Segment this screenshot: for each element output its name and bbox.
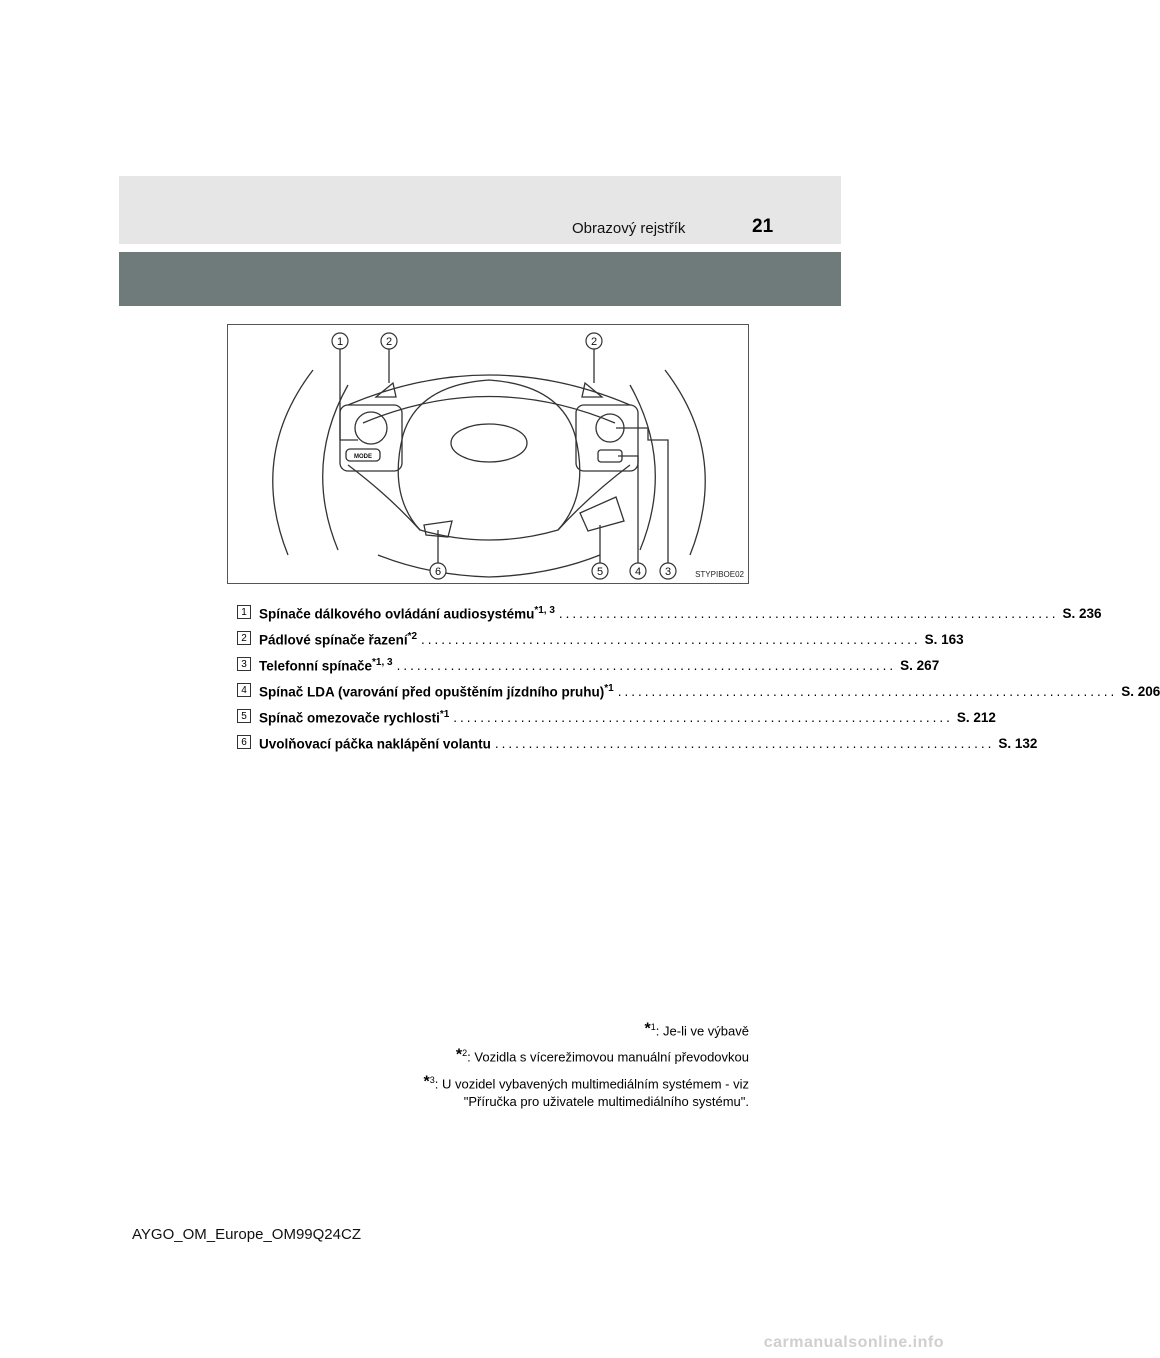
section-band [119, 252, 841, 306]
legend-row [237, 673, 1160, 699]
figure-code: STYPIBOE02 [695, 570, 744, 579]
dot-leader: .......................................................................... [396, 658, 897, 673]
legend-list [237, 595, 1160, 751]
footnote: *$^1$: Je-li ve výbavě [644, 1020, 749, 1039]
legend-label: Pádlové spínače řazení$^{*2}$ [259, 630, 418, 647]
callout-5: 5 [596, 566, 604, 578]
legend-number: 2 [237, 631, 251, 645]
dot-leader: .......................................................................... [453, 710, 953, 725]
watermark: carmanualsonline.info [763, 1334, 944, 1351]
dot-leader: .......................................................................... [617, 684, 1118, 699]
document-code: AYGO_OM_Europe_OM99Q24CZ [132, 1226, 361, 1243]
dot-leader: .......................................................................... [421, 632, 921, 647]
callout-4: 4 [634, 566, 642, 578]
dot-leader: .......................................................................... [494, 736, 995, 751]
steering-wheel-figure [227, 324, 749, 584]
header-band [119, 176, 841, 244]
legend-number: 3 [237, 657, 251, 671]
footnote: *$^3$: U vozidel vybavených multimediálním systémem - viz "Příručka pro uživatele multimediálního systému". [423, 1072, 749, 1109]
legend-number: 5 [237, 709, 251, 723]
dot-leader: .......................................................................... [558, 606, 1059, 621]
callout-2-right: 2 [590, 336, 598, 348]
legend-number: 4 [237, 683, 251, 697]
mode-button-label: MODE [354, 454, 372, 460]
legend-number: 6 [237, 735, 251, 749]
page-reference[interactable]: S. 212 [956, 710, 996, 725]
callout-3: 3 [664, 566, 672, 578]
page-reference[interactable]: S. 236 [1062, 606, 1102, 621]
callout-2-left: 2 [385, 336, 393, 348]
callout-1: 1 [336, 336, 344, 348]
page-reference[interactable]: S. 206 [1121, 684, 1160, 699]
legend-row [237, 725, 1038, 751]
legend-number: 1 [237, 605, 251, 619]
page-reference[interactable]: S. 132 [998, 736, 1038, 751]
steering-wheel-illustration [228, 325, 750, 585]
page-reference[interactable]: S. 163 [924, 632, 964, 647]
legend-label: Spínače dálkového ovládání audiosystému$^{*1, 3}$ [259, 604, 555, 621]
section-title: Obrazový rejstřík [572, 220, 686, 237]
legend-label: Spínač LDA (varování před opuštěním jízdního pruhu)$^{*1}$ [259, 682, 614, 699]
page-number: 21 [752, 216, 774, 237]
legend-label: Spínač omezovače rychlosti$^{*1}$ [259, 708, 450, 725]
legend-row [237, 621, 964, 647]
legend-label: Uvolňovací páčka naklápění volantu [259, 736, 491, 751]
legend-label: Telefonní spínače$^{*1, 3}$ [259, 656, 393, 673]
legend-row [237, 647, 940, 673]
legend-row [237, 595, 1102, 621]
footnote: *$^2$: Vozidla s vícerežimovou manuální převodovkou [455, 1046, 749, 1065]
callout-6: 6 [434, 566, 442, 578]
legend-row [237, 699, 996, 725]
footnotes [329, 1018, 749, 1115]
page-reference[interactable]: S. 267 [900, 658, 940, 673]
